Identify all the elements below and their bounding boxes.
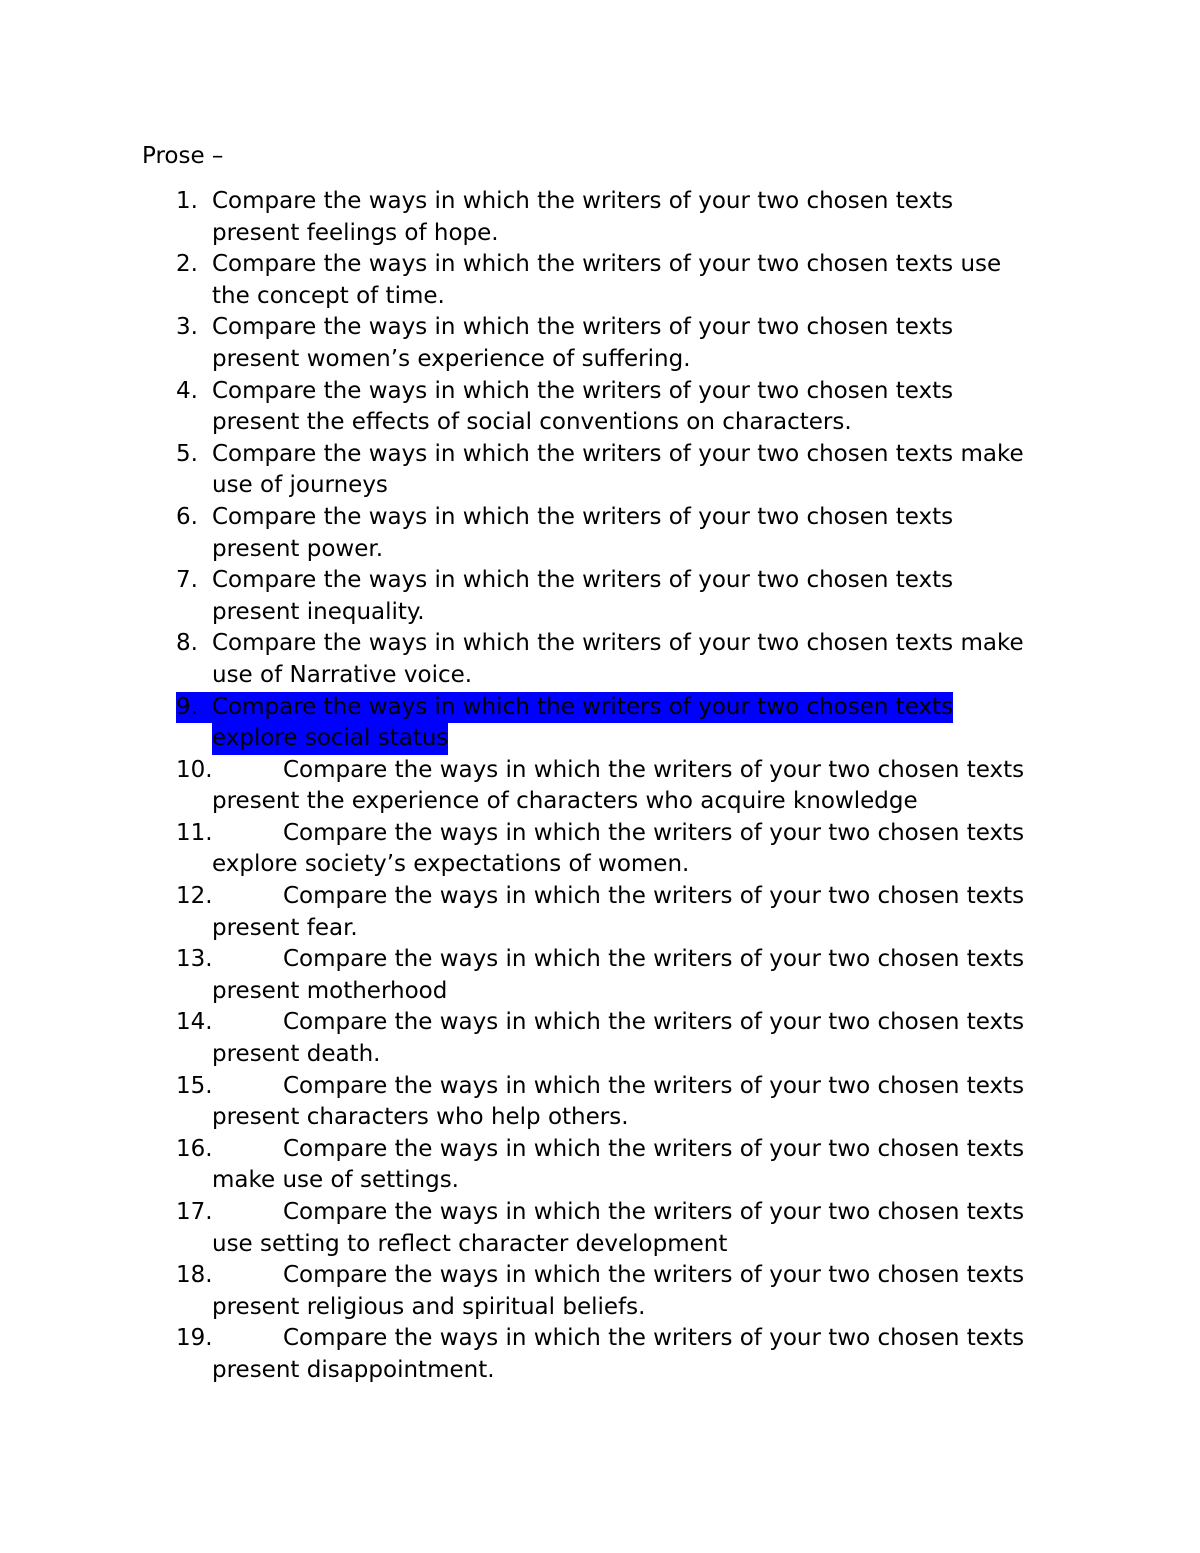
list-item-text-line-2: explore social status	[212, 723, 448, 755]
list-item	[0, 565, 1200, 628]
list-item-text-line-1: Compare the ways in which the writers of your two chosen texts	[283, 946, 1025, 973]
list-item-text-line-2: present motherhood	[212, 977, 448, 1004]
list-item-text-line-2: present women’s experience of suffering.	[212, 345, 691, 372]
list-item-text-line-1: Compare the ways in which the writers of your two chosen texts	[212, 503, 954, 530]
list-item	[0, 1323, 1200, 1386]
list-item-number: 8.	[176, 630, 198, 657]
list-item	[0, 755, 1200, 818]
list-item-number: 10.	[176, 756, 213, 783]
list-item-number: 4.	[176, 377, 198, 404]
list-item-number: 9.	[176, 692, 212, 724]
list-item-text-line-1: Compare the ways in which the writers of your two chosen texts make	[212, 440, 1024, 467]
list-item-number: 7.	[176, 567, 198, 594]
list-item-text-line-1: Compare the ways in which the writers of your two chosen texts	[212, 692, 953, 724]
list-item-number: 6.	[176, 503, 198, 530]
list-item	[0, 439, 1200, 502]
list-item-text-line-1: Compare the ways in which the writers of your two chosen texts	[283, 756, 1025, 783]
list-item	[0, 1134, 1200, 1197]
list-item-text-line-2: present the effects of social conventions on characters.	[212, 409, 852, 436]
list-item-text-line-2: use of Narrative voice.	[212, 661, 473, 688]
list-item-text-line-2: present the experience of characters who acquire knowledge	[212, 788, 918, 815]
list-item-text-line-1: Compare the ways in which the writers of your two chosen texts	[283, 819, 1025, 846]
list-item-text-line-2: explore society’s expectations of women.	[212, 851, 690, 878]
list-item-number: 11.	[176, 819, 213, 846]
list-item	[0, 1007, 1200, 1070]
list-item	[0, 944, 1200, 1007]
list-item-text-line-2: present religious and spiritual beliefs.	[212, 1293, 646, 1320]
list-item-text-line-1: Compare the ways in which the writers of your two chosen texts	[212, 188, 954, 214]
list-item-text-line-2: the concept of time.	[212, 282, 445, 309]
list-item	[0, 312, 1200, 375]
list-item-text-line-1: Compare the ways in which the writers of your two chosen texts	[283, 1072, 1025, 1099]
list-item-text-line-1: Compare the ways in which the writers of your two chosen texts	[212, 377, 954, 404]
list-item-number: 15.	[176, 1072, 213, 1099]
list-item-text-line-1: Compare the ways in which the writers of your two chosen texts	[283, 1325, 1025, 1352]
list-item-text-line-2: present death.	[212, 1041, 381, 1068]
list-item-text-line-1: Compare the ways in which the writers of your two chosen texts	[283, 1199, 1025, 1225]
list-item	[0, 1071, 1200, 1134]
list-item-text-line-1: Compare the ways in which the writers of your two chosen texts	[212, 314, 954, 341]
list-item-text-line-1: Compare the ways in which the writers of your two chosen texts	[283, 1262, 1025, 1289]
list-item-number: 19.	[176, 1325, 213, 1352]
list-item	[0, 1260, 1200, 1323]
list-item-text-line-2: use of journeys	[212, 472, 388, 499]
list-item	[0, 249, 1200, 312]
list-item-text-line-2: present fear.	[212, 914, 358, 941]
list-item-number: 17.	[176, 1199, 213, 1225]
list-item-number: 18.	[176, 1262, 213, 1289]
list-item-text-line-2: make use of settings.	[212, 1167, 459, 1194]
list-item-number: 13.	[176, 946, 213, 973]
list-item-number: 5.	[176, 440, 198, 467]
list-item-text-line-1: Compare the ways in which the writers of your two chosen texts	[212, 567, 954, 594]
list-item-text-line-1: Compare the ways in which the writers of your two chosen texts	[283, 1135, 1025, 1162]
list-item-number: 14.	[176, 1009, 213, 1036]
section-heading: Prose –	[142, 143, 224, 169]
list-item	[0, 186, 1200, 249]
list-item-text-line-1: Compare the ways in which the writers of your two chosen texts	[283, 1009, 1025, 1036]
list-item	[0, 502, 1200, 565]
list-item-number: 12.	[176, 883, 213, 910]
question-list	[0, 186, 1200, 1387]
list-item-number: 1.	[176, 188, 198, 214]
list-item-text-line-2: present feelings of hope.	[212, 219, 499, 246]
list-item-text-line-1: Compare the ways in which the writers of your two chosen texts make	[212, 630, 1024, 657]
list-item	[0, 881, 1200, 944]
list-item	[0, 628, 1200, 691]
list-item-text-line-2: present inequality.	[212, 598, 425, 625]
list-item	[0, 818, 1200, 881]
list-item	[0, 1197, 1200, 1260]
list-item-text-line-1: Compare the ways in which the writers of your two chosen texts	[283, 883, 1025, 910]
list-item	[0, 692, 1200, 755]
list-item-text-line-2: use setting to reflect character development	[212, 1230, 728, 1257]
list-item	[0, 376, 1200, 439]
list-item-text-line-2: present power.	[212, 535, 384, 562]
list-item-number: 3.	[176, 314, 198, 341]
list-item-text-line-2: present characters who help others.	[212, 1104, 629, 1131]
list-item-text-line-2: present disappointment.	[212, 1356, 495, 1383]
list-item-number: 2.	[176, 251, 198, 278]
list-item-text-line-1: Compare the ways in which the writers of your two chosen texts use	[212, 251, 1002, 278]
list-item-number: 16.	[176, 1135, 213, 1162]
